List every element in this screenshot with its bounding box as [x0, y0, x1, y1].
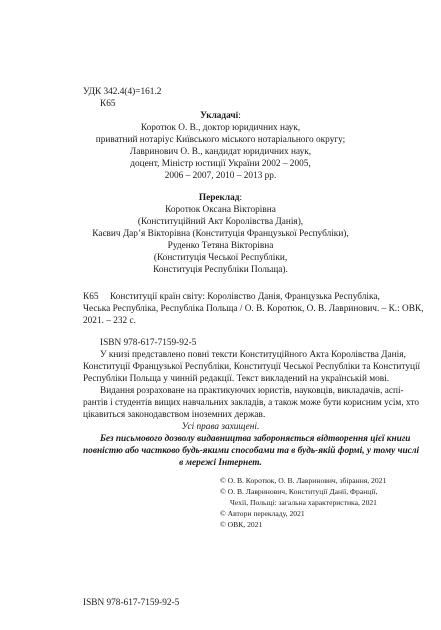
catalog-record-code: К65: [83, 292, 99, 302]
catalog-record-line: Чеська Республіка, Республіка Польща / О. В. Коротюк, О. В. Лавринович. – К.: ОВК,: [83, 304, 424, 314]
compilers-heading-line: [0, 111, 441, 122]
compiler-line: 2006 – 2007, 2010 – 2013 рр.: [164, 171, 277, 181]
udk-code: УДК 342.4(4)=161.2: [83, 87, 162, 97]
catalog-isbn: ISBN 978-617-7159-92-5: [100, 338, 197, 348]
annotation-line: Республіки Польща у чинній редакції. Текст викладений на українській мові.: [83, 374, 390, 384]
annotation-line: Видання розраховане на практикуючих юристів, науковців, викладачів, аспі-: [100, 386, 404, 396]
translation-heading-line: [0, 193, 441, 204]
annotation-line: Конституції Французької Республіки, Конституції Чеської Республіки та Конституції: [83, 362, 421, 372]
annotation-line: цікавиться законодавством іноземних держав.: [83, 410, 266, 420]
rights-notice-line: Без письмового дозволу видавництва забороняється відтворення цієї книги: [100, 434, 411, 444]
translator-line: Коротюк Оксана Вікторівна: [165, 205, 276, 215]
copyright-line: © Автори перекладу, 2021: [220, 509, 305, 518]
footer-isbn: ISBN 978-617-7159-92-5: [83, 598, 180, 608]
annotation-line: рантів і студентів вищих навчальних закладів, а також може бути корисним усім, хто: [83, 398, 419, 408]
catalog-record-line: 2021. – 232 с.: [83, 316, 136, 326]
copyright-line: Чехії, Польщі: загальна характеристика, 2021: [230, 498, 377, 507]
rights-reserved: Усі права захищені.: [181, 422, 260, 432]
compiler-line: доцент, Міністр юстиції України 2002 – 2005,: [130, 159, 311, 169]
translator-line: (Конституційний Акт Королівства Данія),: [137, 217, 304, 227]
compilers-colon: :: [238, 111, 241, 121]
catalog-code: К65: [100, 99, 116, 109]
translator-line: Конституція Республіки Польща).: [153, 265, 288, 275]
compiler-line: Коротюк О. В., доктор юридичних наук,: [140, 123, 301, 133]
compilers-heading: Укладачі: [200, 111, 239, 121]
rights-notice-line: в мережі Інтернет.: [179, 458, 262, 468]
copyright-line: © ОВК, 2021: [220, 520, 263, 529]
compiler-line: приватний нотаріус Київського міського нотаріального округу;: [95, 135, 346, 145]
catalog-record-line: Конституції країн світу: Королівство Данія, Французька Республіка,: [110, 292, 380, 302]
copyright-line: © О. В. Коротюк, О. В. Лавринович, збірання, 2021: [220, 476, 387, 485]
translator-line: (Конституція Чеської Республіки,: [153, 253, 288, 263]
copyright-line: © О. В. Лавринович, Конституції Данії, Франції,: [220, 487, 378, 496]
translator-line: Руденко Тетяна Вікторівна: [167, 241, 274, 251]
compiler-line: Лавринович О. В., кандидат юридичних наук,: [129, 147, 312, 157]
translation-heading: Переклад: [198, 193, 240, 203]
translation-colon: :: [239, 193, 243, 203]
rights-notice-line: повністю або частково будь-якими способами та в будь-якій формі, у тому числі: [83, 446, 420, 456]
annotation-line: У книзі представлено повні тексти Конституційного Акта Королівства Данія,: [100, 350, 406, 360]
translator-line: Каєвич Дар’я Вікторівна (Конституція Французької Республіки),: [92, 229, 349, 239]
